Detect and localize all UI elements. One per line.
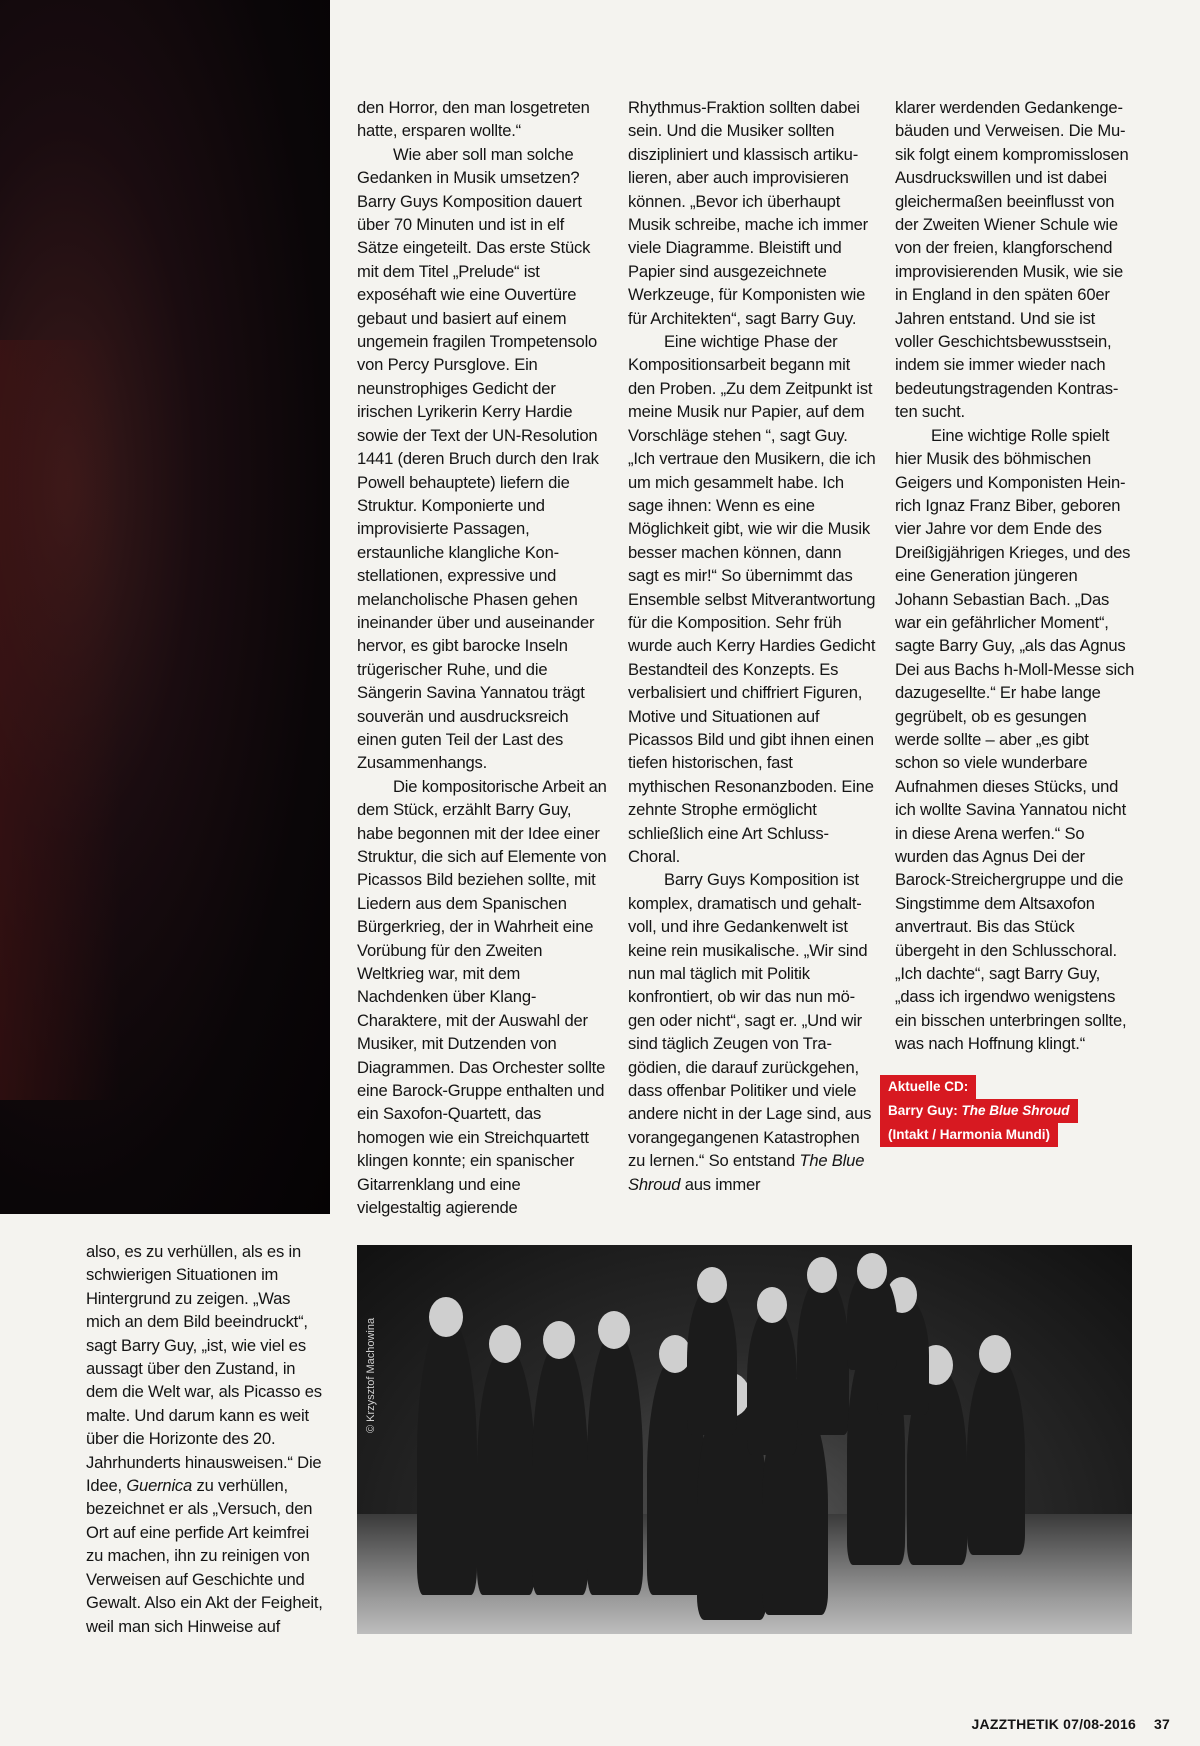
concert-photo-dark: [0, 0, 330, 1214]
paragraph: Rhythmus-Fraktion sollten dabei sein. Und die Musiker sollten diszipliniert und klassisch artikulieren, aber auch improvisieren können. „Bevor ich überhaupt Musik schreibe, mache ich immer viele Diagramme. Bleistift und Papier sind ausgezeichnete Werkzeuge, für Komponisten wie für Architekten“, sagt Barry Guy.: [628, 98, 869, 328]
paragraph: Die kompositorische Arbeit an dem Stück, erzählt Barry Guy, habe begonnen mit der Idee einer Struktur, die sich auf Elemente von Picassos Bild beziehen sollte, mit Liedern aus dem Spanischen Bürgerkrieg, der in Wahrheit eine Vorübung für den Zweiten Weltkrieg war, mit dem Nachdenken über Klang-Charaktere, mit der Auswahl der Musiker, mit Dutzenden von Diagrammen. Das Orchester sollte eine Barock-Gruppe enthalten und ein Saxofon-Quartett, das homogen wie ein Streichquartett klingen konnte; ein spanischer Gitarrenklang und eine vielgestaltig agierende: [357, 776, 607, 1218]
page-footer: [972, 1716, 1170, 1732]
cd-label: Aktuelle CD:: [880, 1075, 976, 1099]
paragraph: Eine wichtige Rolle spielt hier Musik des böhmischen Geigers und Komponisten Heinrich Ignaz Franz Biber, geboren vier Jahre vor dem Ende des Dreißigjährigen Krieges, und des eine Generation jüngeren Johann Sebastian Bach. „Das war ein gefährlicher Moment“, sagte Barry Guy, „als das Agnus Dei aus Bachs h-Moll-Messe sich dazugesellte.“ Er habe lange gegrübelt, ob es gesungen werde sollte – aber „es gibt schon so viele wunderbare Aufnahmen dieses Stücks, und ich wollte Savina Yannatou nicht in diese Arena werfen.“ So wurden das Agnus Dei der Barock-Streichergruppe und die Singstimme dem Altsaxofon anvertraut. Bis das Stück übergeht in den Schlusschoral. „Ich dachte“, sagt Barry Guy, „dass ich irgendwo wenigstens ein bisschen unterbringen sollte, was nach Hoffnung klingt.“: [895, 425, 1135, 1054]
magazine-issue: JAZZTHETIK 07/08-2016: [971, 1716, 1137, 1732]
paragraph: [86, 1240, 326, 1638]
ensemble-photo: [357, 1245, 1132, 1634]
photo-credit: © Krzysztof Machowina: [365, 1317, 377, 1433]
cd-title: The Blue Shroud: [961, 1103, 1070, 1118]
page-number: 37: [1154, 1716, 1170, 1732]
paragraph-text: Barry Guys Komposition ist komplex, dramatisch und gehaltvoll, und ihre Gedankenwelt ist keine rein musikalische. „Wir sind nun mal täglich mit Politik konfrontiert, ob wir das nun mögen oder nicht“, sagt er. „Und wir sind täglich Zeugen von Tragödien, die darauf zurückgehen, dass offenbar Politiker und viele andere nicht in der Lage sind, aus vorangegangenen Katastrophen zu lernen.“ So entstand: [628, 870, 872, 1171]
paragraph: den Horror, den man losgetreten hatte, ersparen wollte.“: [357, 98, 590, 141]
cd-artist: Barry Guy:: [888, 1103, 962, 1118]
cd-info-box: [880, 1075, 1078, 1147]
paragraph-text: aus immer: [680, 1174, 761, 1194]
article-column-3: [895, 96, 1135, 1056]
paragraph: Wie aber soll man solche Gedanken in Musik umsetzen? Barry Guys Komposition dauert über 70 Minuten und ist in elf Sätze eingeteilt. Das erste Stück mit dem Titel „Prelude“ ist exposéhaft wie eine Ouvertüre gebaut und basiert auf einem ungemein fragilen Trompetensolo von Percy Pursglove. Ein neunstrophiges Gedicht der irischen Lyrikerin Kerry Hardie sowie der Text der UN-Resolution 1441 (deren Bruch durch den Irak Powell behauptete) liefern die Struktur. Komponierte und improvisierte Passagen, erstaunliche klangliche Konstellationen, expressive und melancholische Phasen gehen ineinander über und auseinander hervor, es gibt barocke Inseln trügerischer Ruhe, und die Sängerin Savina Yannatou trägt souverän und ausdrucksreich einen guten Teil der Last des Zusammenhangs.: [357, 144, 599, 773]
cd-label-info: (Intakt / Harmonia Mundi): [880, 1123, 1058, 1147]
paragraph-text: also, es zu verhüllen, als es in schwierigen Situationen im Hintergrund zu zeigen. „Was mich an dem Bild beeindruckt“, sagt Barry Guy, „ist, wie viel es aussagt über den Zustand, in dem die Welt war, als Picasso es malte. Und darum kann es weit über die Horizonte des 20. Jahrhunderts hinausweisen.“ Die Idee,: [86, 1242, 322, 1496]
paragraph-text: zu verhüllen, bezeichnet er als „Versuch, den Ort auf eine perfide Art keimfrei zu machen, ihn zu reinigen von Verweisen auf Geschichte und Gewalt. Also ein Akt der Feigheit, weil man sich Hinweise auf: [86, 1476, 323, 1636]
article-column-1: [357, 96, 607, 1220]
cd-artist-title: [880, 1099, 1078, 1123]
article-column-4: [86, 1240, 326, 1638]
paragraph: [628, 868, 876, 1196]
article-column-2: [628, 96, 876, 1196]
paragraph: Eine wichtige Phase der Kompositionsarbeit begann mit den Proben. „Zu dem Zeitpunkt ist meine Musik nur Papier, auf dem Vorschläge stehen “, sagt Guy. „Ich vertraue den Musikern, die ich um mich gesammelt habe. Ich sage ihnen: Wenn es eine Möglichkeit gibt, wie wir die Musik besser machen können, dann sagt es mir!“ So übernimmt das Ensemble selbst Mitverantwortung für die Komposition. Sehr früh wurde auch Kerry Hardies Gedicht Bestandteil des Konzepts. Es verbalisiert und chiffriert Figuren, Motive und Situationen auf Picassos Bild und gibt ihnen einen tiefen historischen, fast mythischen Resonanzboden. Eine zehnte Strophe ermöglicht schließlich eine Art Schluss-Choral.: [628, 332, 876, 866]
paragraph: klarer werdenden Gedankengebäuden und Verweisen. Die Musik folgt einem kompromisslosen Ausdruckswillen und ist dabei gleichermaßen beeinflusst von der Zweiten Wiener Schule wie von der freien, klangforschend improvisierenden Musik, wie sie in England in den späten 60er Jahren entstand. Und sie ist voller Geschichtsbewusstsein, indem sie immer wieder nach bedeutungstragenden Kontrasten sucht.: [895, 98, 1129, 422]
artwork-title: Guernica: [126, 1476, 193, 1496]
album-title: The Blue Shroud: [628, 1151, 865, 1194]
